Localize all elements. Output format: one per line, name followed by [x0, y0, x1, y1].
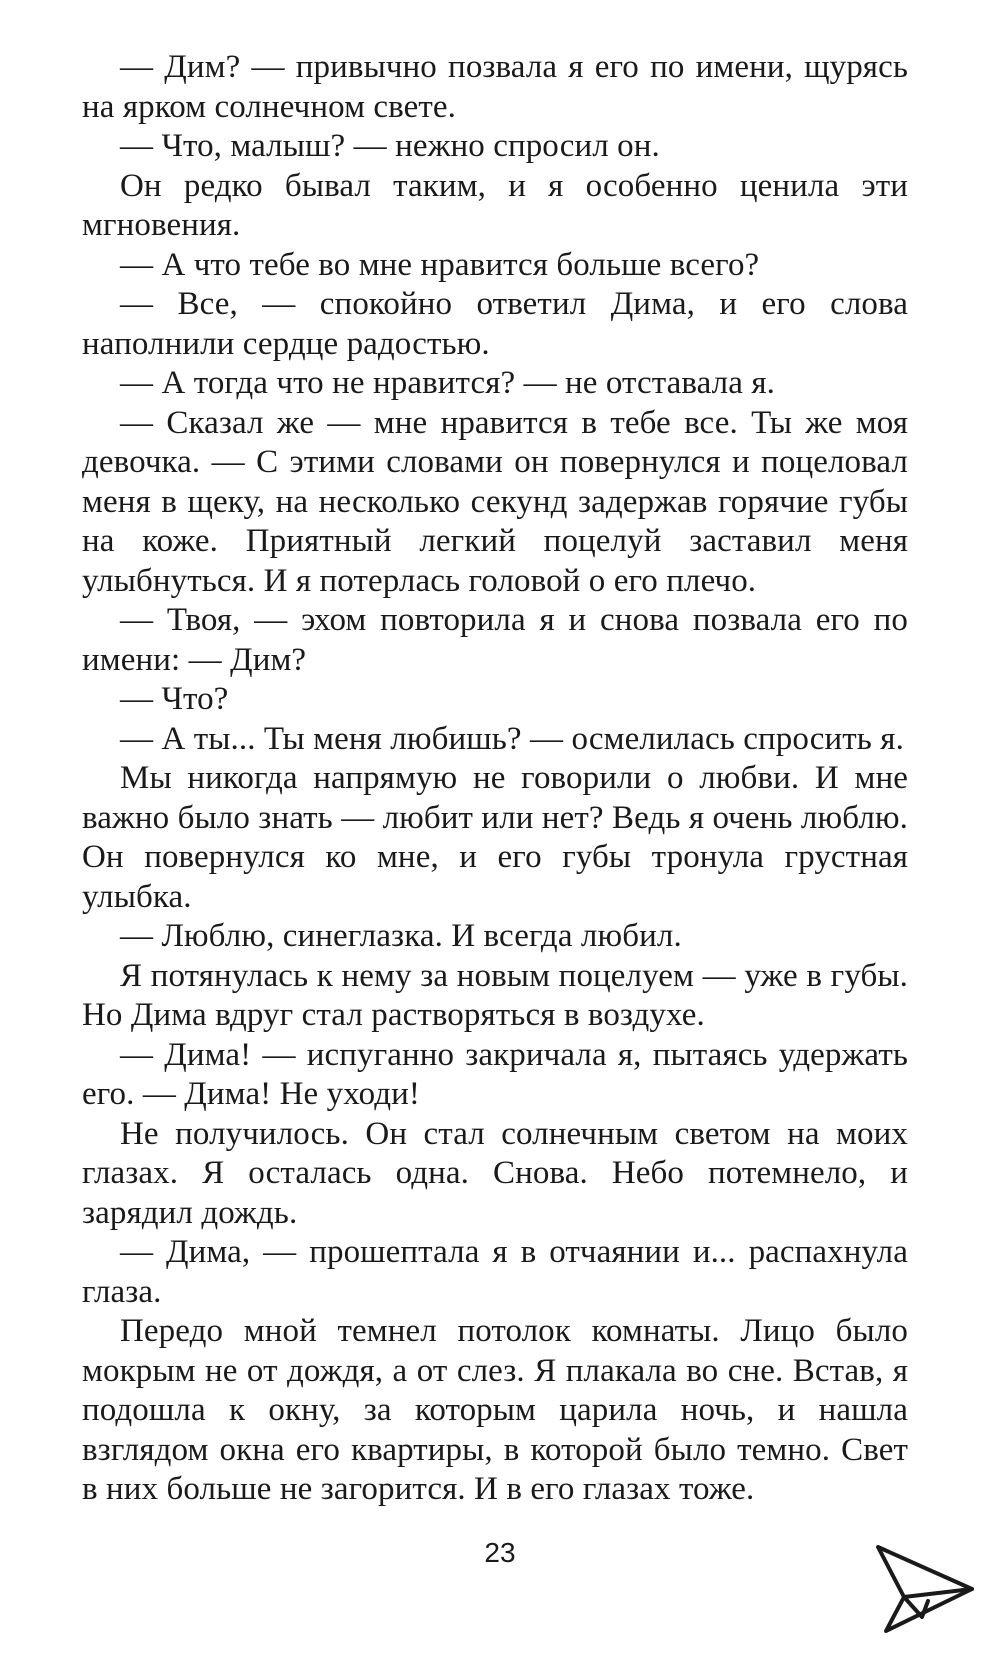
- paragraph-11: Мы никогда напрямую не говорили о любви. И мне важно было знать — любит или нет? Ведь я очень люблю. Он повернулся ко мне, и его губы тронула грустная улыбка.: [82, 760, 908, 915]
- page-text: [82, 48, 908, 1510]
- paragraph-7: — Сказал же — мне нравится в тебе все. Ты же моя девочка. — С этими словами он повернулся и поцеловал меня в щеку, на несколько секунд задержав горячие губы на коже. Приятный легкий поцелуй заставил меня улыбнуться. И я потерлась головой о его плечо.: [82, 404, 908, 599]
- paragraph-8: — Твоя, — эхом повторила я и снова позвала его по имени: — Дим?: [82, 602, 908, 678]
- paragraph-10: — А ты... Ты меня любишь? — осмелилась спросить я.: [120, 720, 904, 757]
- paragraph-6: — А тогда что не нравится? — не отставала я.: [120, 365, 775, 401]
- paragraph-9: — Что?: [120, 681, 229, 717]
- paragraph-1: — Дим? — привычно позвала я его по имени, щурясь на ярком солнечном свете.: [82, 49, 908, 125]
- paragraph-2: — Что, малыш? — нежно спросил он.: [120, 128, 660, 164]
- paragraph-3: Он редко бывал таким, и я особенно ценила эти мгновения.: [82, 167, 908, 243]
- paragraph-14: — Дима! — испуганно закричала я, пытаясь удержать его. — Дима! Не уходи!: [82, 1036, 908, 1112]
- paragraph-5: — Все, — спокойно ответил Дима, и его слова наполнили сердце радостью.: [82, 286, 908, 362]
- paragraph-4: — А что тебе во мне нравится больше всего?: [120, 246, 760, 283]
- paragraph-13: Я потянулась к нему за новым поцелуем — уже в губы. Но Дима вдруг стал растворяться в воздухе.: [82, 957, 908, 1033]
- paper-plane-icon: [870, 1535, 980, 1645]
- paragraph-12: — Люблю, синеглазка. И всегда любил.: [120, 918, 682, 954]
- page-number: 23: [484, 1537, 516, 1568]
- paragraph-16: — Дима, — прошептала я в отчаянии и... распахнула глаза.: [82, 1234, 908, 1310]
- paragraph-15: Не получилось. Он стал солнечным светом на моих глазах. Я осталась одна. Снова. Небо потемнело, и зарядил дождь.: [82, 1115, 908, 1231]
- paragraph-17: Передо мной темнел потолок комнаты. Лицо было мокрым не от дождя, а от слез. Я плакала во сне. Встав, я подошла к окну, за которым царила ночь, и нашла взглядом окна его квартиры, в которой было темно. Свет в них больше не загорится. И в его глазах тоже.: [82, 1313, 908, 1507]
